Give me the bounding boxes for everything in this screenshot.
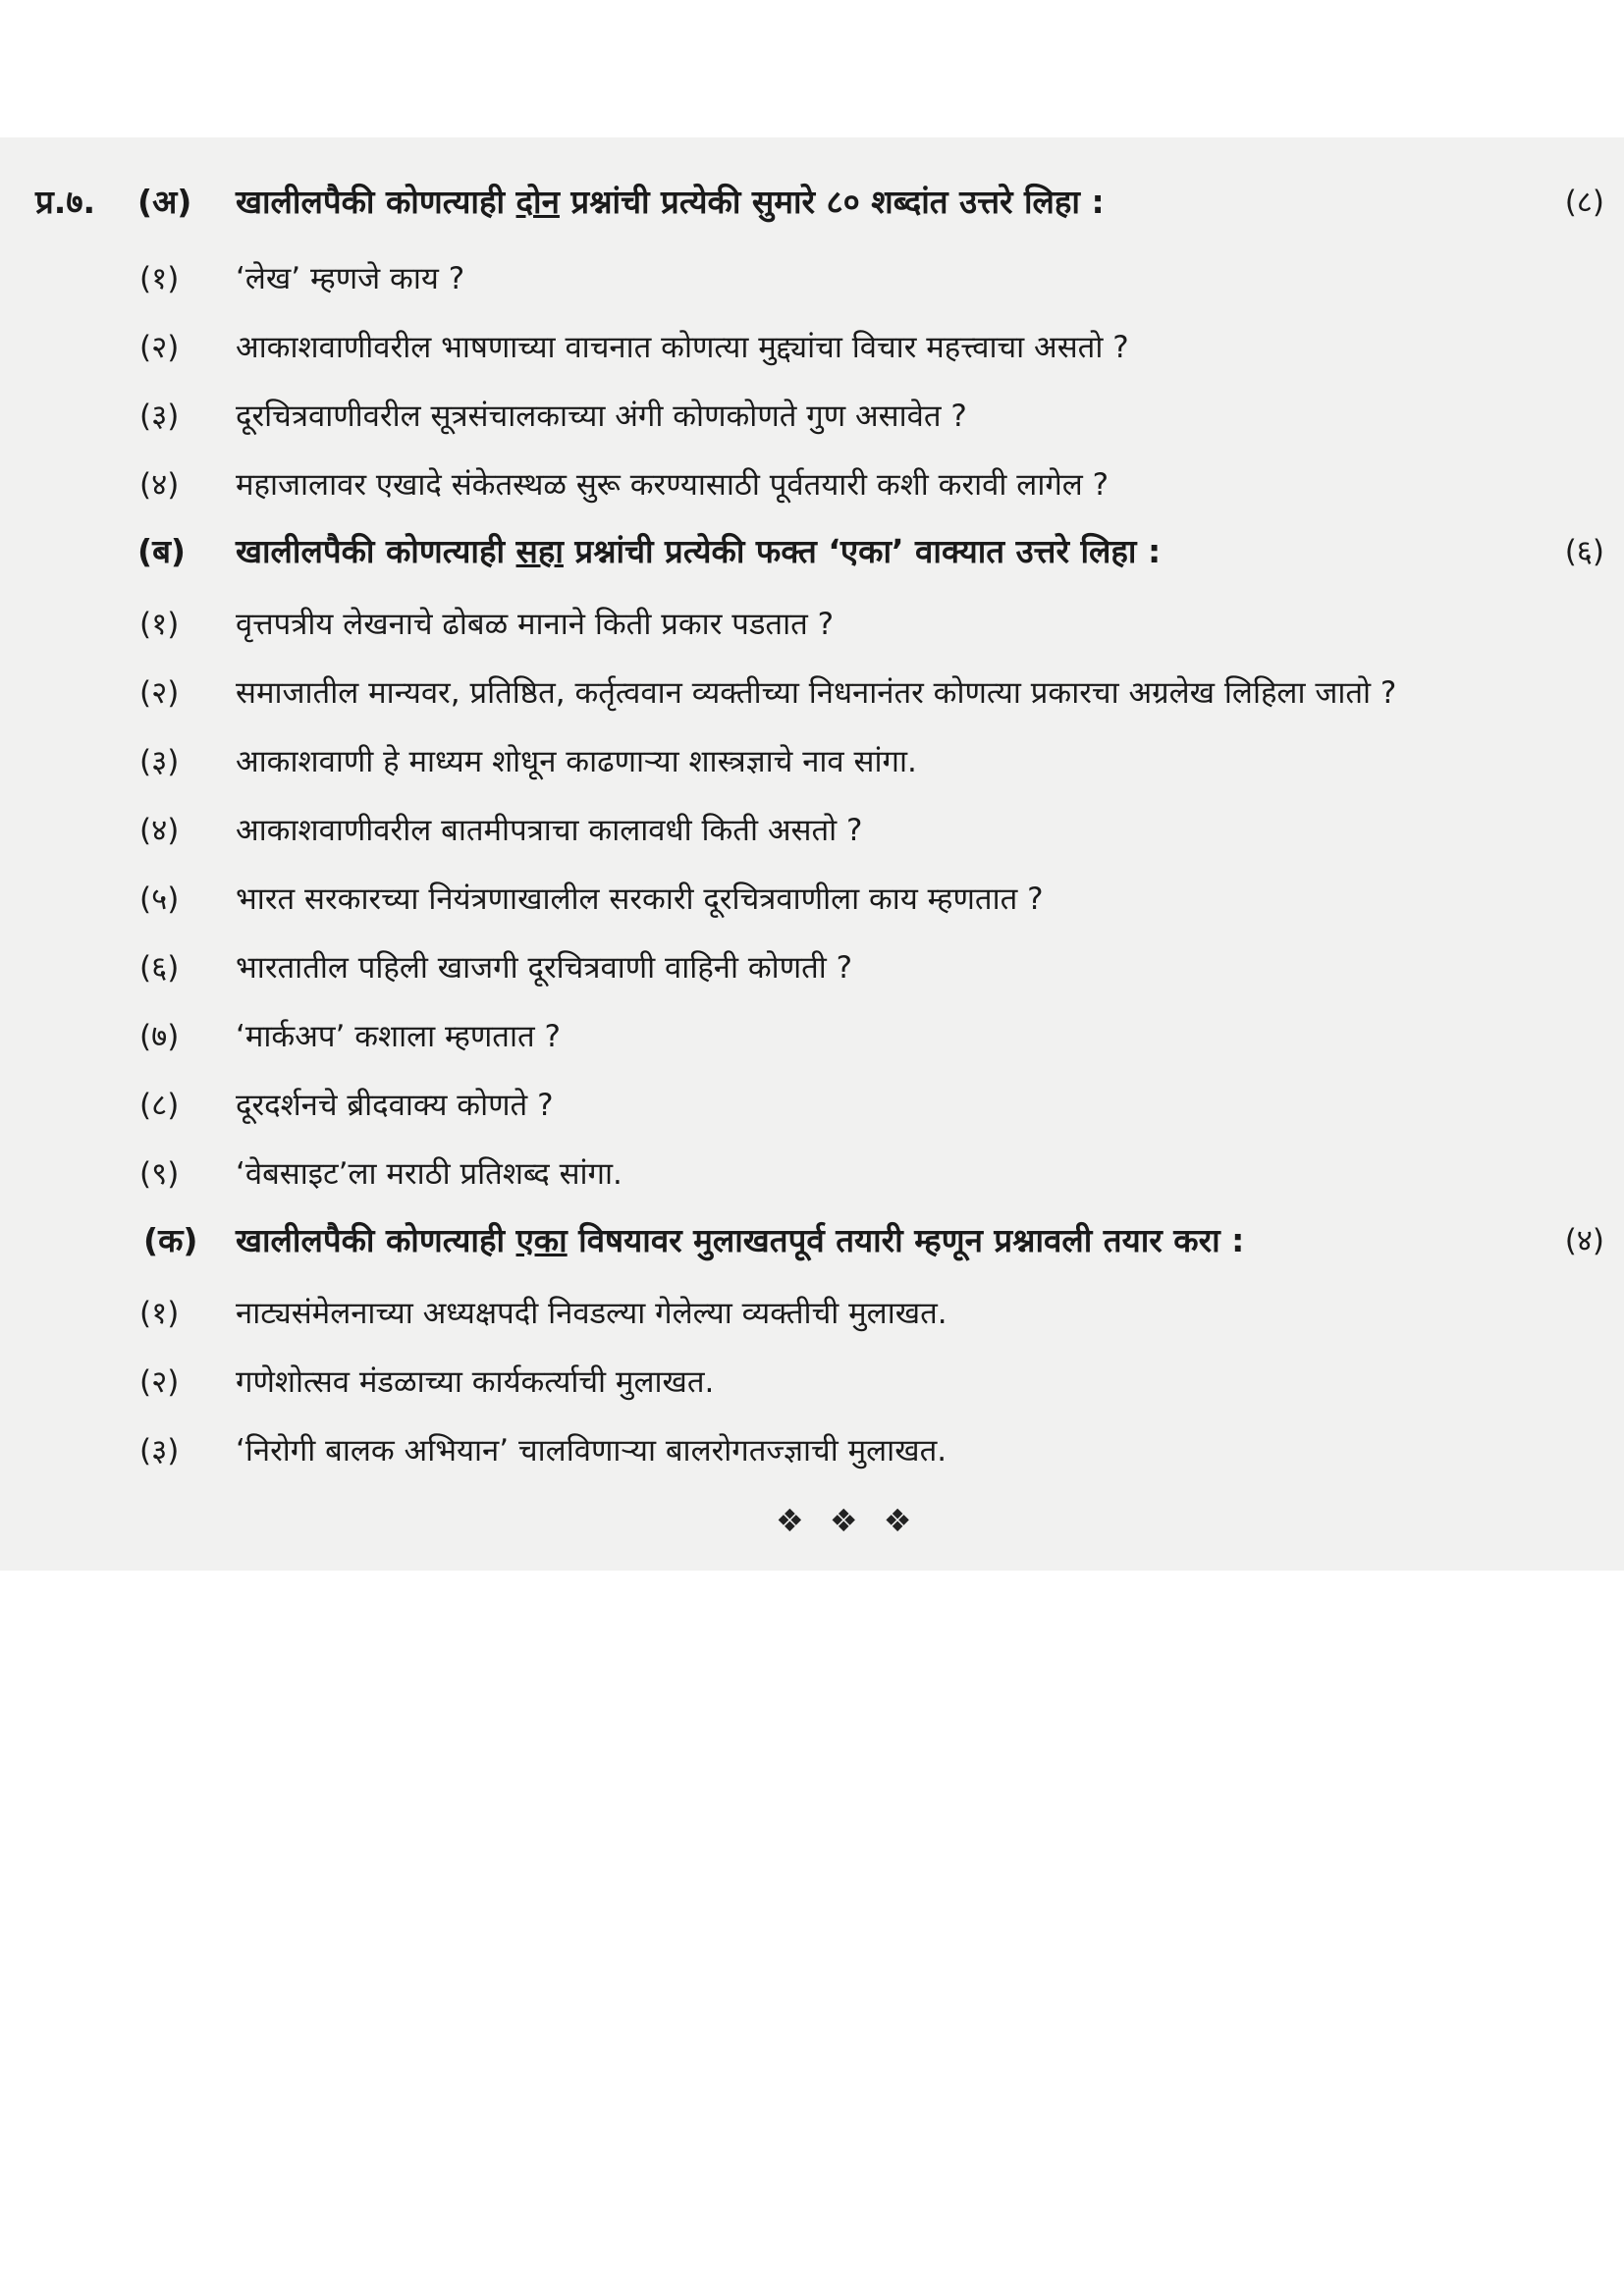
item-number: (४) (139, 467, 180, 503)
list-item (0, 940, 1624, 995)
item-number: (३) (139, 399, 180, 434)
item-number: (१) (139, 1296, 180, 1331)
item-text: आकाशवाणी हे माध्यम शोधून काढणाऱ्या शास्त्रज्ञाचे नाव सांगा. (236, 744, 917, 779)
list-item (0, 734, 1624, 789)
item-text: आकाशवाणीवरील बातमीपत्राचा कालावधी किती असतो ? (236, 813, 863, 848)
instruction-emphasis: सहा (515, 532, 564, 570)
section-b-label: (ब) (137, 532, 187, 570)
section-b-instruction (236, 524, 1161, 579)
item-number: (१) (139, 607, 180, 642)
list-item (0, 1423, 1624, 1478)
instruction-emphasis: एका (515, 1221, 568, 1259)
list-item (0, 320, 1624, 375)
list-item (0, 1009, 1624, 1064)
list-item (0, 597, 1624, 652)
item-text: ‘मार्कअप’ कशाला म्हणतात ? (236, 1019, 561, 1054)
item-number: (२) (139, 330, 180, 365)
section-c-label: (क) (143, 1221, 198, 1259)
item-text: महाजालावर एखादे संकेतस्थळ सुरू करण्यासाठी पूर्वतयारी कशी करावी लागेल ? (236, 467, 1110, 503)
item-text: वृत्तपत्रीय लेखनाचे ढोबळ मानाने किती प्रकार पडतात ? (236, 607, 835, 642)
item-text: समाजातील मान्यवर, प्रतिष्ठित, कर्तृत्ववान व्यक्तीच्या निधनानंतर कोणत्या प्रकारचा अग्रलेख लिहिला जातो ? (236, 675, 1397, 711)
list-item (0, 1286, 1624, 1341)
item-number: (७) (139, 1019, 180, 1054)
list-item (0, 1355, 1624, 1410)
instruction-text: खालीलपैकी कोणत्याही (236, 183, 516, 221)
item-text: भारतातील पहिली खाजगी दूरचित्रवाणी वाहिनी कोणती ? (236, 950, 853, 986)
item-text: ‘वेबसाइट’ला मराठी प्रतिशब्द सांगा. (236, 1156, 623, 1192)
item-number: (३) (139, 1433, 180, 1468)
item-text: दूरदर्शनचे ब्रीदवाक्य कोणते ? (236, 1088, 554, 1123)
item-number: (८) (139, 1088, 180, 1123)
instruction-emphasis: दोन (515, 183, 560, 221)
section-a-instruction (236, 175, 1105, 230)
section-c-marks: (४) (1564, 1223, 1604, 1258)
section-a-marks: (८) (1564, 185, 1604, 220)
list-item (0, 1078, 1624, 1133)
item-text: ‘लेख’ म्हणजे काय ? (236, 261, 465, 296)
item-text: नाट्यसंमेलनाच्या अध्यक्षपदी निवडल्या गेलेल्या व्यक्तीची मुलाखत. (236, 1296, 947, 1331)
instruction-text: प्रश्नांची प्रत्येकी सुमारे ८० शब्दांत उत्तरे लिहा : (559, 183, 1105, 221)
item-number: (६) (139, 950, 180, 986)
instruction-text: खालीलपैकी कोणत्याही (236, 1221, 516, 1259)
item-text: भारत सरकारच्या नियंत्रणाखालील सरकारी दूरचित्रवाणीला काय म्हणतात ? (236, 881, 1044, 917)
item-text: दूरचित्रवाणीवरील सूत्रसंचालकाच्या अंगी कोणकोणते गुण असावेत ? (236, 399, 967, 434)
list-item (0, 1147, 1624, 1201)
list-item (0, 666, 1624, 721)
section-a-label: (अ) (137, 183, 192, 221)
list-item (0, 872, 1624, 927)
item-number: (१) (139, 261, 180, 296)
item-number: (९) (139, 1156, 180, 1192)
section-c-instruction (236, 1213, 1244, 1268)
list-item (0, 389, 1624, 444)
item-text: ‘निरोगी बालक अभियान’ चालविणाऱ्या बालरोगतज्ज्ञाची मुलाखत. (236, 1433, 947, 1468)
instruction-text: खालीलपैकी कोणत्याही (236, 532, 516, 570)
section-b-marks: (६) (1564, 534, 1604, 569)
item-number: (२) (139, 1364, 180, 1400)
section-c-heading (0, 1213, 1624, 1268)
section-a-heading (0, 175, 1624, 230)
item-number: (३) (139, 744, 180, 779)
item-text: आकाशवाणीवरील भाषणाच्या वाचनात कोणत्या मुद्द्यांचा विचार महत्त्वाचा असतो ? (236, 330, 1129, 365)
item-number: (२) (139, 675, 180, 711)
list-item (0, 457, 1624, 512)
end-of-section-ornament: ❖ ❖ ❖ (776, 1502, 920, 1539)
instruction-text: प्रश्नांची प्रत्येकी फक्त ‘एका’ वाक्यात उत्तरे लिहा : (563, 532, 1162, 570)
section-b-heading (0, 524, 1624, 579)
item-number: (४) (139, 813, 180, 848)
item-text: गणेशोत्सव मंडळाच्या कार्यकर्त्याची मुलाखत. (236, 1364, 715, 1400)
list-item (0, 803, 1624, 858)
list-item (0, 251, 1624, 306)
instruction-text: विषयावर मुलाखतपूर्व तयारी म्हणून प्रश्नावली तयार करा : (567, 1221, 1245, 1259)
item-number: (५) (139, 881, 180, 917)
question-number: प्र.७. (35, 183, 96, 221)
